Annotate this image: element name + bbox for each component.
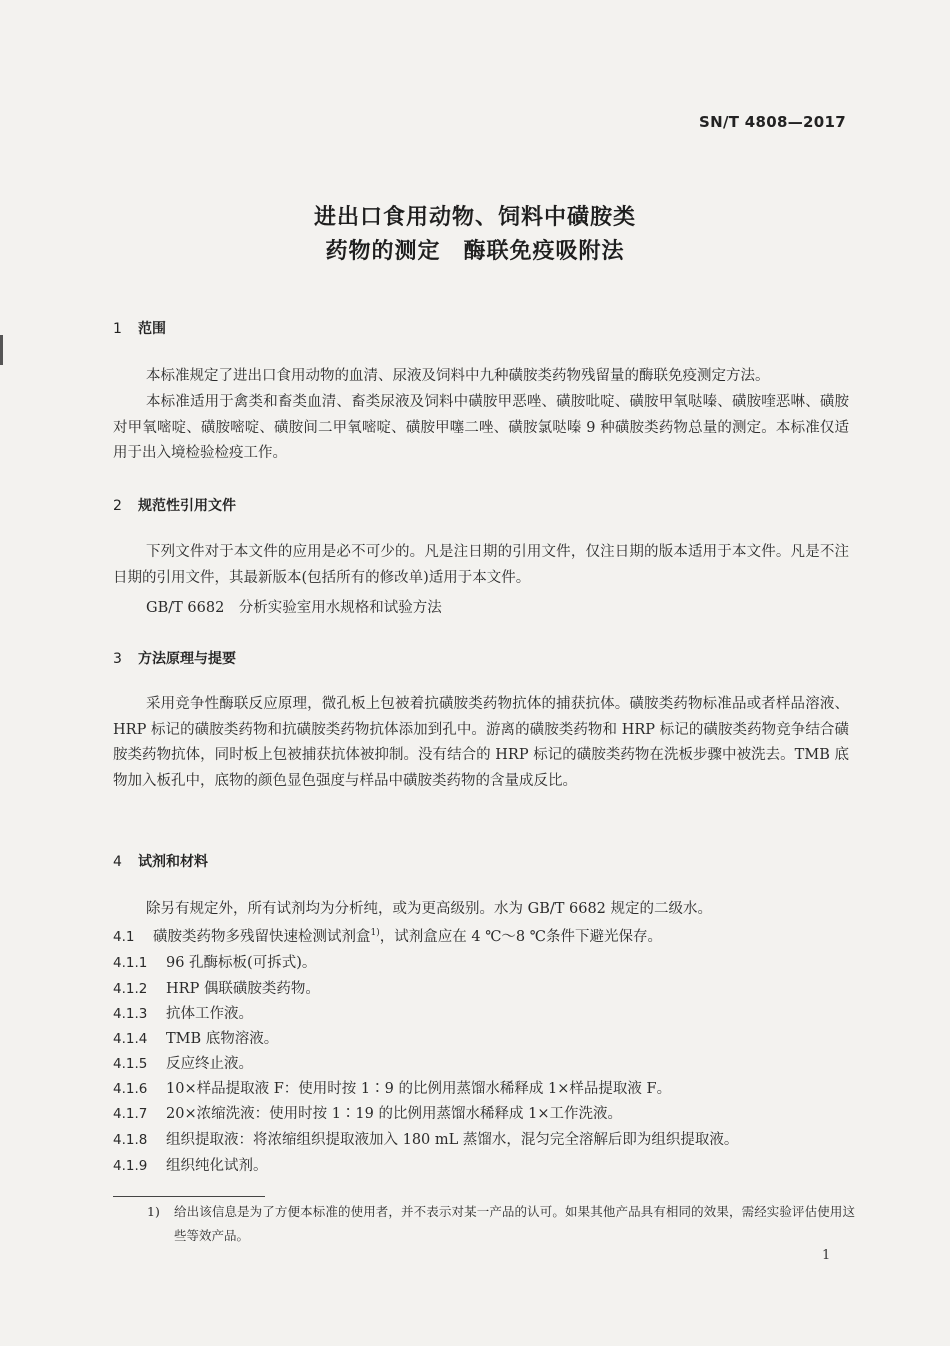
section-number: 1 — [113, 321, 122, 337]
item-text: 组织提取液：将浓缩组织提取液加入 180 mL 蒸馏水，混匀完全溶解后即为组织提取液。 — [166, 1132, 739, 1148]
item-number: 4.1.6 — [113, 1081, 148, 1097]
section-2-paragraph-1: 下列文件对于本文件的应用是必不可少的。凡是注日期的引用文件，仅注日期的版本适用于本文件。凡是不注日期的引用文件，其最新版本(包括所有的修改单)适用于本文件。 — [113, 544, 849, 586]
list-item — [113, 1102, 622, 1123]
list-item — [113, 1154, 268, 1175]
section-1-heading — [113, 318, 166, 338]
footnote-ref: 1) — [370, 928, 380, 939]
section-title: 范围 — [138, 321, 166, 337]
section-3-heading — [113, 648, 236, 668]
section-1-paragraph-1: 本标准规定了进出口食用动物的血清、尿液及饲料中九种磺胺类药物残留量的酶联免疫测定方法。 — [146, 368, 770, 384]
section-title: 试剂和材料 — [138, 854, 208, 870]
item-text: 反应终止液。 — [166, 1056, 253, 1072]
section-number: 4 — [113, 854, 122, 870]
section-3-paragraph-1: 采用竞争性酶联反应原理，微孔板上包被着抗磺胺类药物抗体的捕获抗体。磺胺类药物标准品或者样品溶液、HRP 标记的磺胺类药物和抗磺胺类药物抗体添加到孔中。游离的磺胺类药物和 HRP 标记的磺胺类药物竞争结合磺胺类药物抗体，同时板上包被捕获抗体被抑制。没有结合的 HRP 标记的磺胺类药物在洗板步骤中被洗去。TMB 底物加入板孔中，底物的颜色显色强度与样品中磺胺类药物的含量成反比。 — [113, 696, 849, 789]
list-item — [113, 1052, 253, 1073]
page-number: 1 — [822, 1248, 831, 1263]
list-item — [113, 1077, 671, 1098]
footnote-number: 1) — [147, 1204, 160, 1219]
normative-reference: GB/T 6682 分析实验室用水规格和试验方法 — [146, 600, 442, 616]
list-item — [113, 1128, 738, 1149]
item-number: 4.1 — [113, 929, 135, 945]
item-text: 抗体工作液。 — [166, 1006, 253, 1022]
item-text: 磺胺类药物多残留快速检测试剂盒 — [153, 929, 371, 945]
item-text: 10×样品提取液 F：使用时按 1∶9 的比例用蒸馏水稀释成 1×样品提取液 F。 — [166, 1081, 672, 1097]
item-text: 96 孔酶标板(可拆式)。 — [166, 955, 317, 971]
footnote — [147, 1200, 855, 1248]
title-line-2: 药物的测定 酶联免疫吸附法 — [325, 239, 625, 264]
item-number: 4.1.7 — [113, 1106, 148, 1122]
title-line-1: 进出口食用动物、饲料中磺胺类 — [313, 205, 636, 230]
item-number: 4.1.5 — [113, 1056, 148, 1072]
item-number: 4.1.8 — [113, 1132, 148, 1148]
list-item — [113, 951, 316, 972]
item-text: 20×浓缩洗液：使用时按 1∶19 的比例用蒸馏水稀释成 1×工作洗液。 — [166, 1106, 622, 1122]
list-item — [113, 1002, 253, 1023]
section-2-heading — [113, 495, 236, 515]
section-4-paragraph-1: 除另有规定外，所有试剂均为分析纯，或为更高级别。水为 GB/T 6682 规定的二级水。 — [146, 901, 713, 917]
standard-number: SN/T 4808—2017 — [699, 113, 846, 131]
section-title: 规范性引用文件 — [138, 498, 236, 514]
item-number: 4.1.1 — [113, 955, 148, 971]
item-number: 4.1.9 — [113, 1158, 148, 1174]
section-1-paragraph-2: 本标准适用于禽类和畜类血清、畜类尿液及饲料中磺胺甲恶唑、磺胺吡啶、磺胺甲氧哒嗪、磺胺喹恶啉、磺胺对甲氧嘧啶、磺胺嘧啶、磺胺间二甲氧嘧啶、磺胺甲噻二唑、磺胺氯哒嗪 9 种磺胺类药物总量的测定。本标准仅适用于出入境检验检疫工作。 — [113, 394, 849, 461]
item-number: 4.1.2 — [113, 981, 148, 997]
footnote-text: 给出该信息是为了方便本标准的使用者，并不表示对某一产品的认可。如果其他产品具有相同的效果，需经实验评估使用这些等效产品。 — [174, 1204, 855, 1243]
list-item — [113, 977, 320, 998]
section-4-heading — [113, 851, 208, 871]
item-number: 4.1.4 — [113, 1031, 148, 1047]
footnote-divider — [113, 1196, 265, 1197]
scan-edge-mark — [0, 335, 3, 365]
list-item — [113, 1027, 278, 1048]
list-item — [113, 925, 662, 946]
item-text-continued: ，试剂盒应在 4 ℃～8 ℃条件下避光保存。 — [379, 929, 662, 945]
item-text: TMB 底物溶液。 — [166, 1031, 279, 1047]
section-title: 方法原理与提要 — [138, 651, 236, 667]
section-number: 3 — [113, 651, 122, 667]
item-text: HRP 偶联磺胺类药物。 — [166, 981, 320, 997]
item-text: 组织纯化试剂。 — [166, 1158, 268, 1174]
item-number: 4.1.3 — [113, 1006, 148, 1022]
section-number: 2 — [113, 498, 122, 514]
